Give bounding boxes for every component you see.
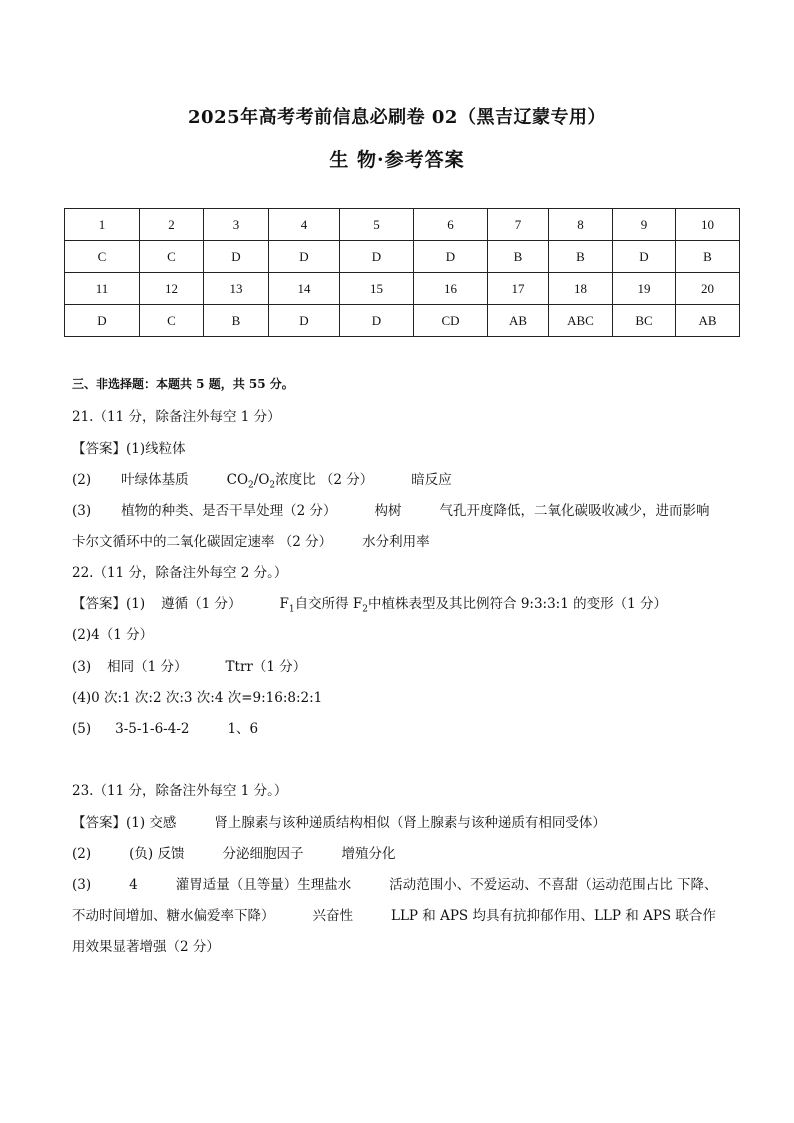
q21-line-2	[72, 468, 452, 491]
answer-cell: D	[65, 305, 140, 337]
q22-answer-5b: 1、6	[227, 721, 259, 737]
item-number: (1)	[126, 596, 146, 612]
answer-cell: D	[414, 241, 488, 273]
answer-cell: D	[269, 241, 340, 273]
question-number-cell: 1	[65, 209, 140, 241]
q22-line-3	[72, 655, 306, 675]
q21-line-4	[72, 530, 430, 550]
answer-cell: ABC	[549, 305, 613, 337]
q23-answer-1b: 肾上腺素与该种递质结构相似（肾上腺素与该种递质有相同受体）	[214, 815, 606, 831]
answer-cell: B	[204, 305, 269, 337]
answer-cell: B	[549, 241, 613, 273]
q22-answer-1b: $F_1$自交所得 $F_2$中植株表型及其比例符合 9:3:3:1 的变形（1 分）	[279, 596, 667, 615]
q22-line-2: (2)4（1 分）	[72, 627, 154, 643]
q21-answer-1: (1)线粒体	[126, 441, 186, 457]
q21-answer-3c-cont: 卡尔文循环中的二氧化碳固定速率 （2 分）	[72, 534, 333, 550]
answer-cell: AB	[488, 305, 549, 337]
q22-answer-3b: Ttrr（1 分）	[225, 659, 307, 675]
answer-cell: C	[140, 241, 204, 273]
q22-line-5	[72, 717, 258, 737]
item-number: (3)	[72, 503, 92, 519]
q23-line-1	[72, 811, 606, 831]
q23-answer-2b: 分泌细胞因子	[222, 846, 304, 862]
question-number-cell: 2	[140, 209, 204, 241]
question-number-row	[65, 209, 740, 241]
question-number-cell: 7	[488, 209, 549, 241]
item-number: (2)	[72, 472, 92, 488]
question-number-cell: 9	[613, 209, 676, 241]
answer-cell: D	[340, 305, 414, 337]
question-number-cell: 19	[613, 273, 676, 305]
answer-row	[65, 241, 740, 273]
answer-table	[64, 208, 740, 337]
q23-line-4	[72, 904, 716, 924]
q21-answer-2a: 叶绿体基质	[121, 472, 189, 488]
question-number-cell: 17	[488, 273, 549, 305]
item-number: (2)	[72, 846, 92, 862]
q23-answer-2a: (负) 反馈	[129, 846, 185, 862]
q21-answer-3d: 水分利用率	[362, 534, 430, 550]
section-heading: 三、非选择题：本题共 5 题，共 55 分。	[72, 377, 294, 391]
q23-line-2	[72, 842, 395, 862]
answer-tag: 【答案】	[72, 441, 126, 457]
item-number: (5)	[72, 721, 92, 737]
answer-cell: C	[140, 305, 204, 337]
answer-cell: D	[340, 241, 414, 273]
q22-answer-3a: 相同（1 分）	[107, 659, 188, 675]
q21-answer-3b: 构树	[374, 503, 402, 519]
q23-answer-3c-cont: 不动时间增加、糖水偏爱率下降）	[72, 908, 275, 924]
page-title: 2025年高考考前信息必刷卷 02（黑吉辽蒙专用）	[188, 107, 606, 128]
question-number-cell: 4	[269, 209, 340, 241]
q23-answer-2c: 增殖分化	[341, 846, 396, 862]
q23-line-3	[72, 873, 718, 893]
question-number-cell: 13	[204, 273, 269, 305]
question-number-cell: 6	[414, 209, 488, 241]
question-number-cell: 3	[204, 209, 269, 241]
answer-cell: AB	[676, 305, 740, 337]
question-number-cell: 10	[676, 209, 740, 241]
q23-answer-3d: 兴奋性	[312, 908, 353, 924]
q22-header: 22.（11 分，除备注外每空 2 分。）	[72, 565, 288, 581]
q21-line-1	[72, 437, 186, 457]
q23-answer-3a: 4	[129, 877, 138, 893]
answer-cell: BC	[613, 305, 676, 337]
q23-answer-1a: (1) 交感	[126, 815, 177, 831]
q22-line-4: (4)0 次:1 次:2 次:3 次:4 次=9:16:8:2:1	[72, 690, 323, 706]
item-number: (3)	[72, 659, 92, 675]
page-subtitle: 生 物·参考答案	[329, 149, 465, 171]
q21-answer-2c: 暗反应	[411, 472, 452, 488]
answer-tag: 【答案】	[72, 596, 126, 612]
q23-header: 23.（11 分，除备注外每空 1 分。）	[72, 783, 288, 799]
q23-answer-3b: 灌胃适量（且等量）生理盐水	[175, 877, 352, 893]
q21-line-3	[72, 499, 710, 519]
item-number: (3)	[72, 877, 92, 893]
q21-answer-3a: 植物的种类、是否干旱处理（2 分）	[121, 503, 337, 519]
answer-cell: CD	[414, 305, 488, 337]
question-number-cell: 8	[549, 209, 613, 241]
answer-tag: 【答案】	[72, 815, 126, 831]
q22-line-1	[72, 592, 667, 615]
q21-header: 21.（11 分，除备注外每空 1 分）	[72, 409, 281, 425]
q22-answer-1a: 遵循（1 分）	[161, 596, 242, 612]
q21-answer-3c: 气孔开度降低，二氧化碳吸收减少，进而影响	[439, 503, 710, 519]
question-number-cell: 11	[65, 273, 140, 305]
answer-cell: D	[613, 241, 676, 273]
q23-answer-3c: 活动范围小、不爱运动、不喜甜（运动范围占比 下降、	[389, 877, 718, 893]
question-number-cell: 16	[414, 273, 488, 305]
question-number-cell: 12	[140, 273, 204, 305]
question-number-cell: 15	[340, 273, 414, 305]
answer-cell: B	[676, 241, 740, 273]
question-number-row	[65, 273, 740, 305]
answer-cell: D	[269, 305, 340, 337]
answer-cell: B	[488, 241, 549, 273]
q23-line-5: 用效果显著增强（2 分）	[72, 939, 220, 955]
q21-answer-2b: $CO_2/O_2$浓度比 （2 分）	[226, 472, 374, 491]
answer-cell: D	[204, 241, 269, 273]
question-number-cell: 5	[340, 209, 414, 241]
question-number-cell: 18	[549, 273, 613, 305]
q22-answer-5a: 3-5-1-6-4-2	[115, 721, 190, 737]
answer-cell: C	[65, 241, 140, 273]
question-number-cell: 20	[676, 273, 740, 305]
answer-row	[65, 305, 740, 337]
q23-answer-3e: LLP 和 APS 均具有抗抑郁作用、LLP 和 APS 联合作	[391, 908, 716, 924]
question-number-cell: 14	[269, 273, 340, 305]
